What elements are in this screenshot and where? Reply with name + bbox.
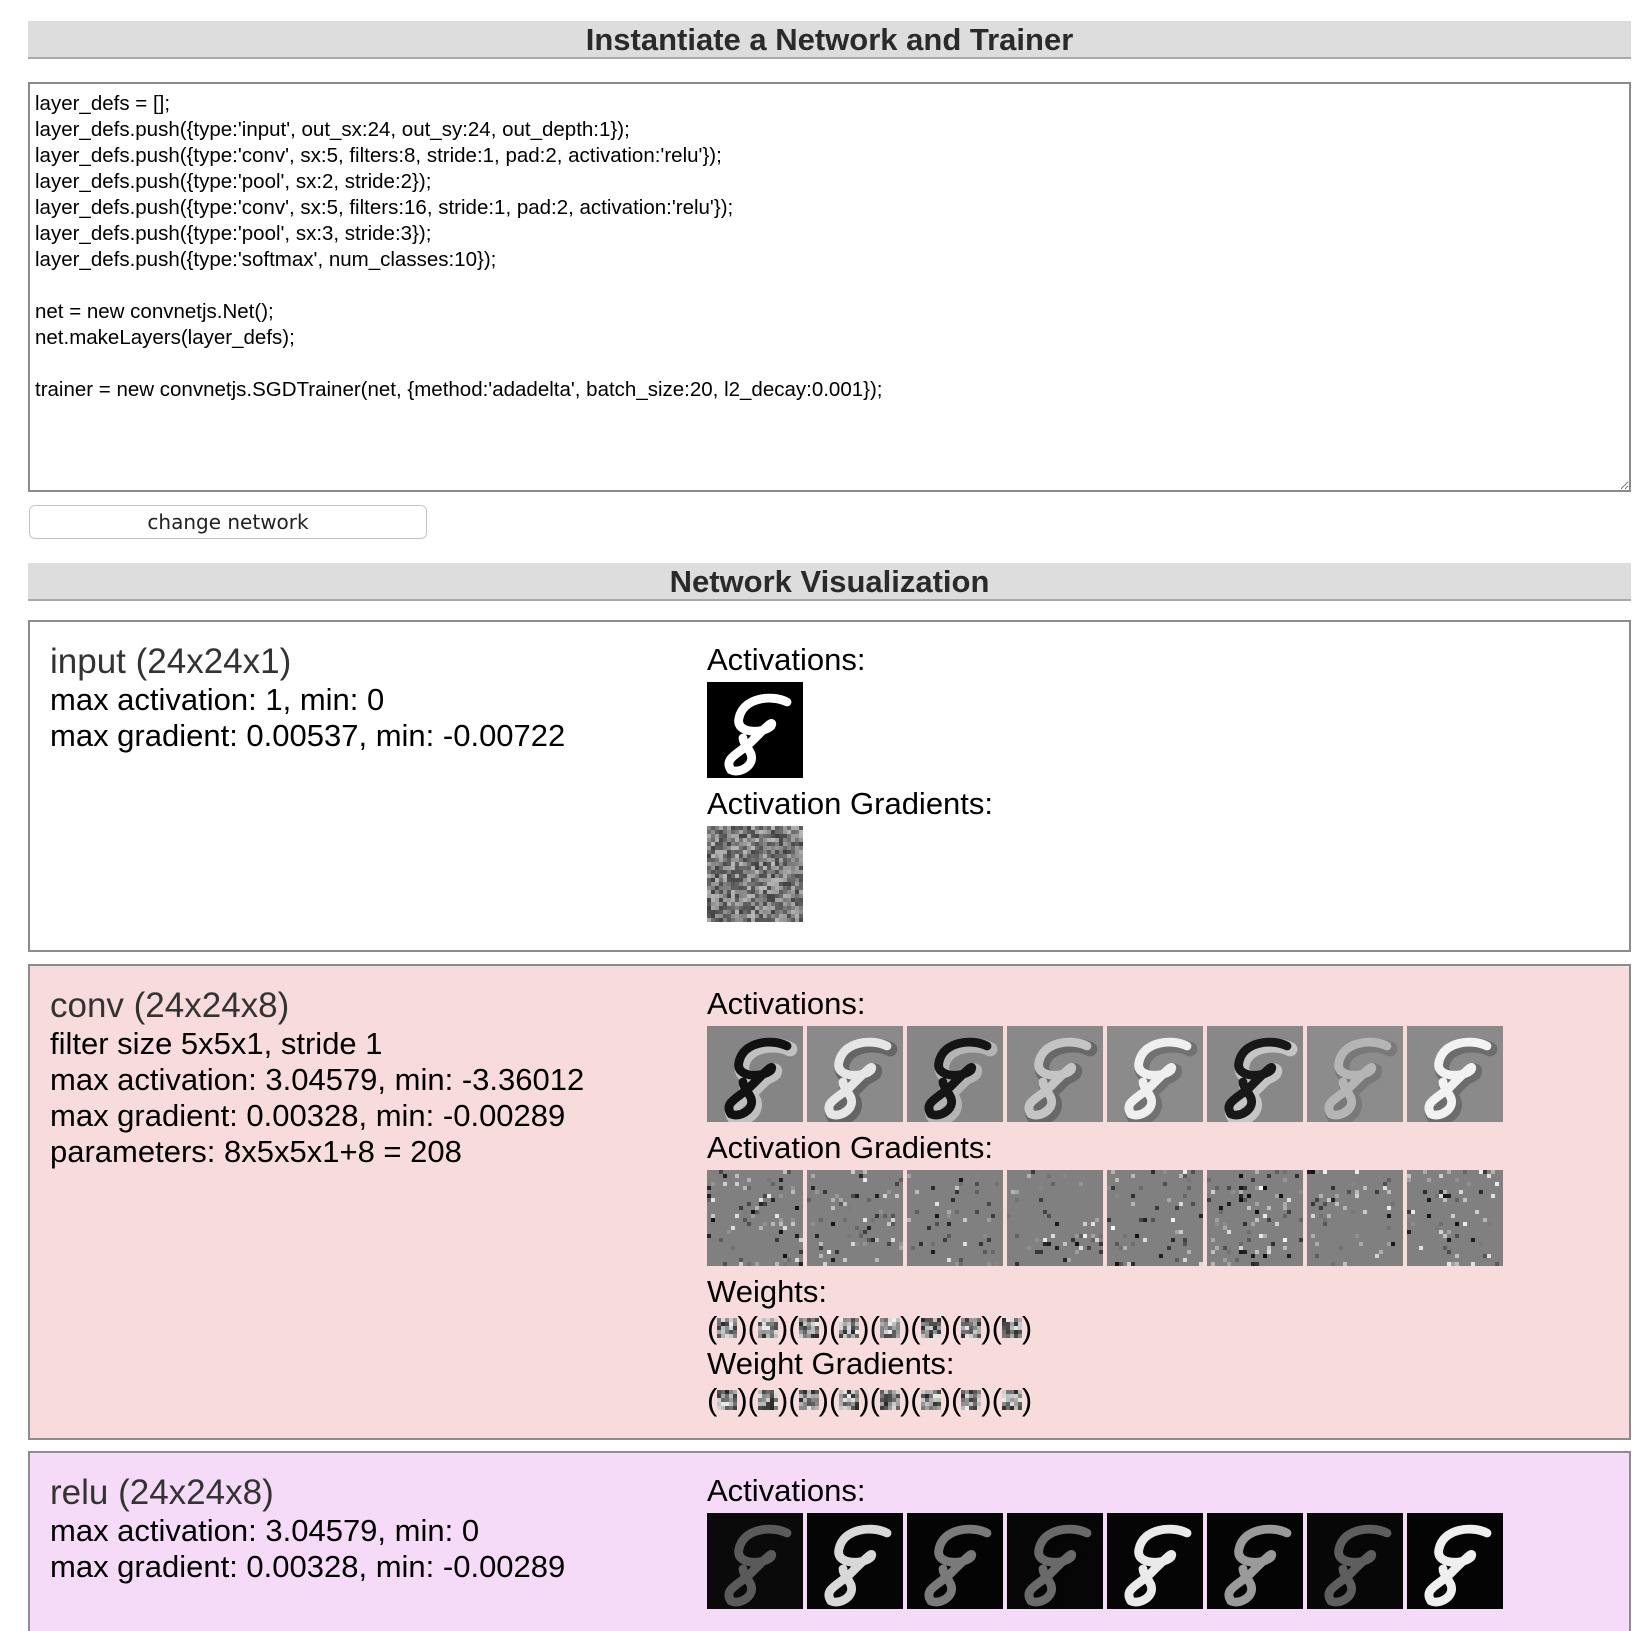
paren-open: ( xyxy=(788,1382,799,1417)
paren-close: ) xyxy=(940,1310,951,1345)
max-gradient-stat: max gradient: 0.00328, min: -0.00289 xyxy=(50,1098,566,1133)
layer-title: input (24x24x1) xyxy=(50,642,292,681)
weight-filter-image xyxy=(1002,1318,1022,1338)
weight-filter-image xyxy=(880,1390,900,1410)
weight-filter-image xyxy=(839,1318,859,1338)
paren-open: ( xyxy=(950,1310,962,1345)
weights-label: Weights: xyxy=(707,1274,828,1309)
layer-title: relu (24x24x8) xyxy=(50,1473,274,1512)
paren-close: ) xyxy=(818,1382,829,1417)
paren-open: ( xyxy=(828,1382,840,1417)
layer-visualization xyxy=(707,986,1503,1418)
max-activation-stat: max activation: 1, min: 0 xyxy=(50,682,385,717)
weight-filter-image xyxy=(961,1390,981,1410)
paren-close: ) xyxy=(899,1310,911,1345)
activation-gradient-image xyxy=(1107,1170,1203,1266)
activation-gradient-images xyxy=(707,826,993,922)
paren-close: ) xyxy=(777,1310,789,1345)
activation-gradient-image xyxy=(907,1170,1003,1266)
layer-panel-relu xyxy=(28,1451,1631,1631)
weight-filter-image xyxy=(758,1390,778,1410)
layer-info xyxy=(50,642,565,754)
weight-filter xyxy=(992,1382,1033,1418)
weight-filter-image xyxy=(921,1318,941,1338)
activation-image xyxy=(707,1026,803,1122)
max-gradient-stat: max gradient: 0.00328, min: -0.00289 xyxy=(50,1549,566,1584)
paren-close: ) xyxy=(1021,1382,1033,1417)
activation-gradient-image xyxy=(807,1170,903,1266)
paren-close: ) xyxy=(818,1310,829,1345)
weights-row xyxy=(707,1310,1503,1346)
weight-filter xyxy=(951,1310,992,1346)
weight-filter-image xyxy=(921,1390,941,1410)
weight-filter-image xyxy=(880,1318,900,1338)
weight-gradients-label: Weight Gradients: xyxy=(707,1346,955,1381)
paren-close: ) xyxy=(1021,1310,1033,1345)
weight-filter-image xyxy=(758,1318,778,1338)
activation-images xyxy=(707,1026,1503,1122)
weight-filter xyxy=(870,1382,911,1418)
activation-images xyxy=(707,1513,1503,1609)
weight-filter-image xyxy=(799,1318,819,1338)
paren-close: ) xyxy=(777,1382,789,1417)
activation-image xyxy=(1107,1513,1203,1609)
paren-close: ) xyxy=(981,1382,992,1417)
section-header-visualization: Network Visualization xyxy=(28,563,1631,601)
paren-open: ( xyxy=(707,1382,718,1417)
activations-label: Activations: xyxy=(707,986,866,1021)
paren-close: ) xyxy=(859,1310,870,1345)
paren-close: ) xyxy=(737,1382,748,1417)
weight-filter xyxy=(992,1310,1033,1346)
activation-gradient-image xyxy=(707,1170,803,1266)
max-gradient-stat: max gradient: 0.00537, min: -0.00722 xyxy=(50,718,566,753)
activation-image xyxy=(807,1026,903,1122)
paren-open: ( xyxy=(747,1382,758,1417)
weight-filter-image xyxy=(1002,1390,1022,1410)
weight-filter xyxy=(910,1310,951,1346)
weight-filter xyxy=(788,1310,829,1346)
activation-image xyxy=(907,1026,1003,1122)
paren-open: ( xyxy=(828,1310,840,1345)
network-definition-editor[interactable] xyxy=(28,82,1631,492)
parameters-stat: parameters: 8x5x5x1+8 = 208 xyxy=(50,1134,462,1169)
activation-image xyxy=(1007,1026,1103,1122)
paren-open: ( xyxy=(869,1310,880,1345)
weight-filter xyxy=(707,1310,748,1346)
paren-open: ( xyxy=(788,1310,799,1345)
weight-filter-image xyxy=(839,1390,859,1410)
weight-filter xyxy=(788,1382,829,1418)
paren-open: ( xyxy=(707,1310,718,1345)
activation-image xyxy=(1107,1026,1203,1122)
weight-filter xyxy=(910,1382,951,1418)
section-header-instantiate: Instantiate a Network and Trainer xyxy=(28,21,1631,59)
paren-open: ( xyxy=(991,1382,1002,1417)
paren-close: ) xyxy=(737,1310,748,1345)
activations-label: Activations: xyxy=(707,642,866,677)
activation-image xyxy=(1407,1026,1503,1122)
layer-panel-conv xyxy=(28,964,1631,1440)
activation-image xyxy=(1307,1513,1403,1609)
paren-open: ( xyxy=(869,1382,880,1417)
weight-gradients-row xyxy=(707,1382,1503,1418)
weight-filter xyxy=(951,1382,992,1418)
paren-close: ) xyxy=(981,1310,992,1345)
weight-filter xyxy=(707,1382,748,1418)
max-activation-stat: max activation: 3.04579, min: -3.36012 xyxy=(50,1062,585,1097)
weight-filter xyxy=(829,1382,870,1418)
activation-gradient-image xyxy=(1407,1170,1503,1266)
activation-image xyxy=(907,1513,1003,1609)
activation-images xyxy=(707,682,993,778)
activation-image xyxy=(807,1513,903,1609)
activation-gradient-image xyxy=(1307,1170,1403,1266)
weight-filter xyxy=(829,1310,870,1346)
layer-visualization xyxy=(707,642,993,930)
change-network-button[interactable]: change network xyxy=(29,505,427,539)
activation-gradient-image xyxy=(1207,1170,1303,1266)
max-activation-stat: max activation: 3.04579, min: 0 xyxy=(50,1513,480,1548)
paren-open: ( xyxy=(910,1310,921,1345)
activation-gradient-image xyxy=(1007,1170,1103,1266)
activation-image xyxy=(1007,1513,1103,1609)
layer-info xyxy=(50,1473,565,1585)
layer-panel-input xyxy=(28,620,1631,952)
activation-gradients-label: Activation Gradients: xyxy=(707,786,994,821)
paren-open: ( xyxy=(747,1310,758,1345)
layer-visualization xyxy=(707,1473,1503,1617)
activation-image xyxy=(1207,1513,1303,1609)
activation-gradient-image xyxy=(707,826,803,922)
weight-filter xyxy=(748,1310,789,1346)
activation-image xyxy=(1207,1026,1303,1122)
activation-gradients-label: Activation Gradients: xyxy=(707,1130,994,1165)
paren-open: ( xyxy=(991,1310,1002,1345)
paren-close: ) xyxy=(899,1382,911,1417)
layer-title: conv (24x24x8) xyxy=(50,986,290,1025)
activation-image xyxy=(1407,1513,1503,1609)
activation-image xyxy=(1307,1026,1403,1122)
weight-filter xyxy=(748,1382,789,1418)
activation-image xyxy=(707,1513,803,1609)
filter-size-stat: filter size 5x5x1, stride 1 xyxy=(50,1026,383,1061)
weight-filter-image xyxy=(717,1390,737,1410)
paren-open: ( xyxy=(950,1382,962,1417)
weight-filter-image xyxy=(717,1318,737,1338)
weight-filter-image xyxy=(961,1318,981,1338)
layer-info xyxy=(50,986,584,1170)
paren-close: ) xyxy=(859,1382,870,1417)
paren-open: ( xyxy=(910,1382,921,1417)
weight-filter xyxy=(870,1310,911,1346)
paren-close: ) xyxy=(940,1382,951,1417)
activation-image xyxy=(707,682,803,778)
weight-filter-image xyxy=(799,1390,819,1410)
activations-label: Activations: xyxy=(707,1473,866,1508)
activation-gradient-images xyxy=(707,1170,1503,1266)
